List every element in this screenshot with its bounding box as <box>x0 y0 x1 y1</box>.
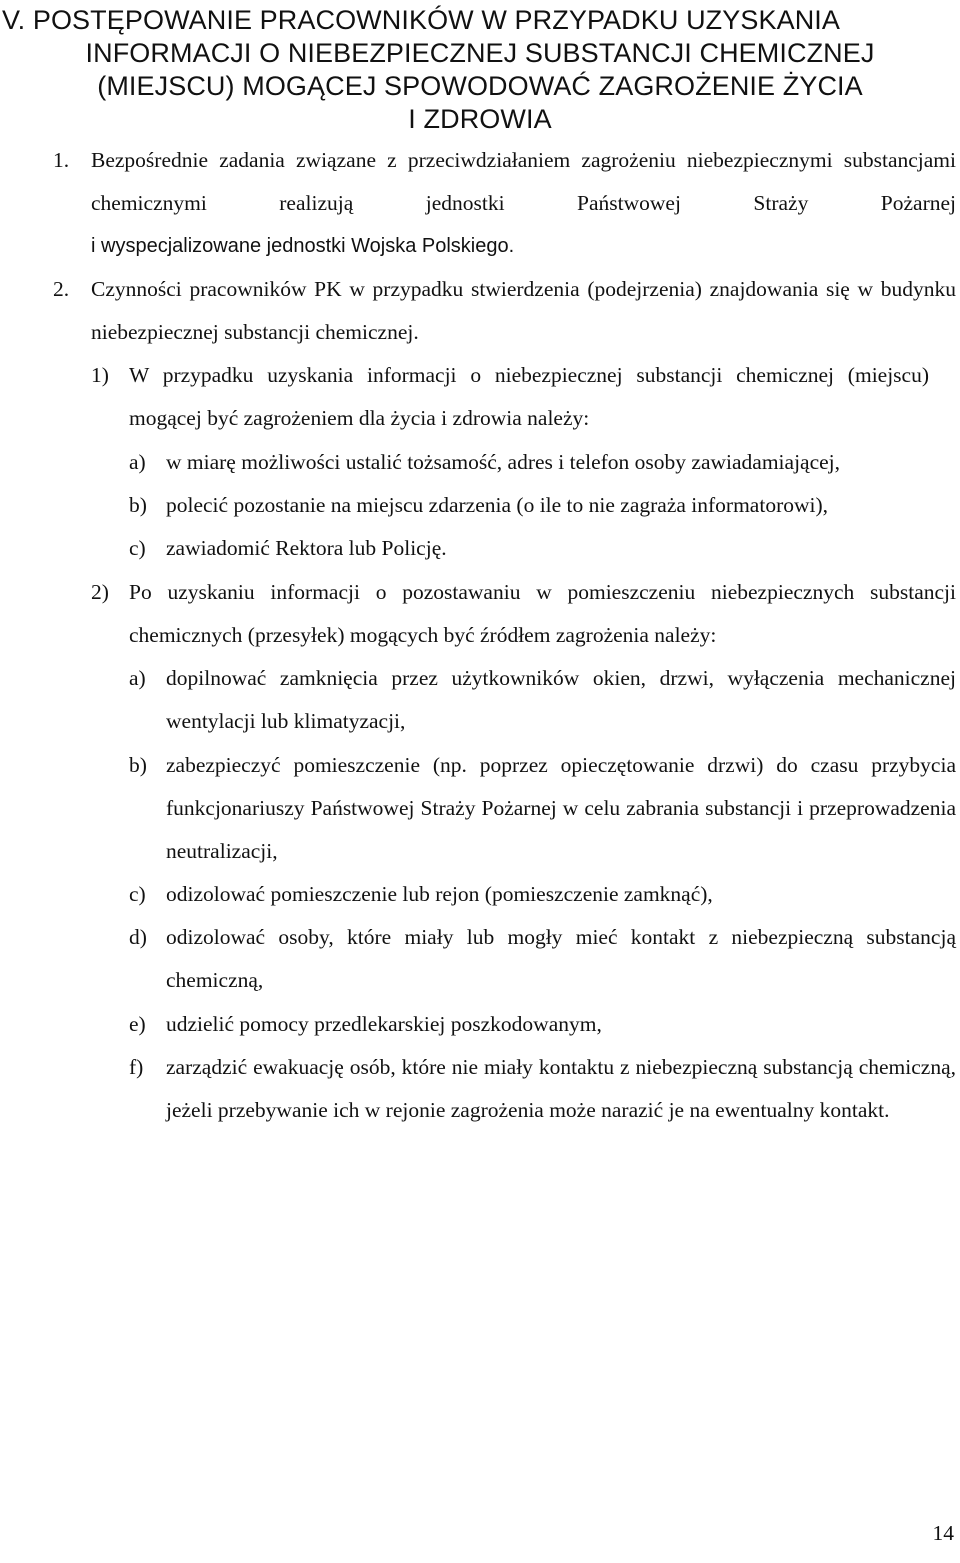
sub-item <box>0 1046 960 1175</box>
page-number: 14 <box>932 1521 954 1545</box>
sub-item-text: odizolować pomieszczenie lub rejon (pomieszczenie zamknąć), <box>166 882 713 906</box>
paragraph-2 <box>0 268 960 354</box>
paragraph-1 <box>0 139 960 269</box>
sub-item-letter: e) <box>129 1012 146 1036</box>
sub-item <box>0 744 960 873</box>
sub-item-text: dopilnować zamknięcia przez użytkowników okien, drzwi, wyłączenia mechanicznej wentylacji lub klimatyzacji, <box>166 666 956 733</box>
section-title <box>0 4 960 136</box>
title-line: (MIEJSCU) MOGĄCEJ SPOWODOWAĆ ZAGROŻENIE ŻYCIA <box>97 71 863 101</box>
paragraph-text-continuation: i wyspecjalizowane jednostki Wojska Polskiego. <box>91 235 515 257</box>
sub-item-letter: b) <box>129 753 147 777</box>
title-line: INFORMACJI O NIEBEZPIECZNEJ SUBSTANCJI CHEMICZNEJ <box>85 38 875 68</box>
list-item-text: W przypadku uzyskania informacji o niebezpiecznej substancji chemicznej (miejscu) mogącej być zagrożeniem dla życia i zdrowia należy: <box>129 363 929 430</box>
paragraph-text: Bezpośrednie zadania związane z przeciwdziałaniem zagrożeniu niebezpiecznymi substancjami chemicznymi realizują jednostki Państwowej Straży Pożarnej <box>91 148 956 215</box>
paragraph-number: 2. <box>53 277 70 301</box>
sub-item-letter: f) <box>129 1055 144 1079</box>
sub-item <box>0 873 960 916</box>
sub-item <box>0 441 960 484</box>
list-item-text: Po uzyskaniu informacji o pozostawaniu w pomieszczeniu niebezpiecznych substancji chemicznych (przesyłek) mogących być źródłem zagrożenia należy: <box>129 580 956 647</box>
paragraph-number: 1. <box>53 148 70 172</box>
sub-item-text: zabezpieczyć pomieszczenie (np. poprzez opieczętowanie drzwi) do czasu przybycia funkcjonariuszy Państwowej Straży Pożarnej w celu zabrania substancji i przeprowadzenia neutralizacji, <box>166 753 956 863</box>
sub-item-text: w miarę możliwości ustalić tożsamość, adres i telefon osoby zawiadamiającej, <box>166 450 841 474</box>
sub-item-letter: a) <box>129 666 146 690</box>
sub-item <box>0 527 960 570</box>
sub-item-text: polecić pozostanie na miejscu zdarzenia (o ile to nie zagraża informatorowi), <box>166 493 829 517</box>
sub-item-letter: c) <box>129 882 146 906</box>
sub-item-text: udzielić pomocy przedlekarskiej poszkodowanym, <box>166 1012 602 1036</box>
list-item-number: 1) <box>91 363 109 387</box>
sub-item-text: odizolować osoby, które miały lub mogły mieć kontakt z niebezpieczną substancją chemiczną, <box>166 925 956 992</box>
sub-item-letter: a) <box>129 450 146 474</box>
sub-item <box>0 657 960 743</box>
sub-item <box>0 916 960 1002</box>
sub-item-letter: b) <box>129 493 147 517</box>
sub-item-letter: c) <box>129 536 146 560</box>
list-item-number: 2) <box>91 580 109 604</box>
paragraph-text: Czynności pracowników PK w przypadku stwierdzenia (podejrzenia) znajdowania się w budynku niebezpiecznej substancji chemicznej. <box>91 277 956 344</box>
sub-item-letter: d) <box>129 925 147 949</box>
title-line: I ZDROWIA <box>408 104 552 134</box>
title-line: V. POSTĘPOWANIE PRACOWNIKÓW W PRZYPADKU UZYSKANIA <box>2 5 841 35</box>
sub-item <box>0 1003 960 1046</box>
sub-item <box>0 484 960 527</box>
list-item-2 <box>0 571 960 657</box>
list-item-1 <box>0 354 960 440</box>
sub-item-text: zawiadomić Rektora lub Policję. <box>166 536 447 560</box>
sub-item-text: zarządzić ewakuację osób, które nie miały kontaktu z niebezpieczną substancją chemiczną, jeżeli przebywanie ich w rejonie zagrożenia może narazić je na ewentualny kontakt. <box>166 1055 956 1122</box>
